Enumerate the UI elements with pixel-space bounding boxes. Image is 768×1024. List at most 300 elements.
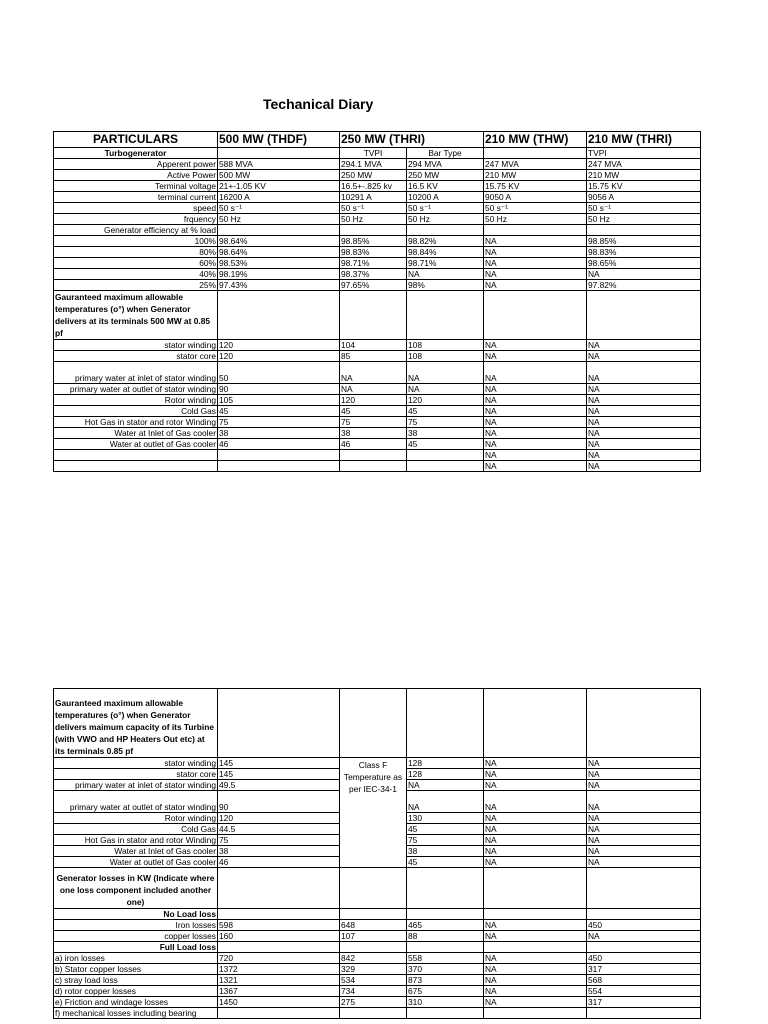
no-load-label: No Load loss [54,909,218,920]
row-label: stator winding [54,758,218,769]
row-value: 50 Hz [587,214,701,225]
table-row [54,340,701,351]
efficiency-label: Generator efficiency at % load [54,225,218,236]
row-value: NA [484,813,587,824]
row-value: 128 [407,769,484,780]
full-load-rows [54,953,701,1019]
row-value [484,1008,587,1019]
cell [484,689,587,758]
table-row [54,920,701,931]
row-value: 107 [340,931,407,942]
row-value: 1321 [218,975,340,986]
row-value: 97.82% [587,280,701,291]
row-value: 16.5 KV [407,181,484,192]
row-value: NA [587,846,701,857]
row-value: 75 [218,417,340,428]
row-label: a) iron losses [54,953,218,964]
row-value: 45 [407,857,484,868]
header-particulars: PARTICULARS [54,132,218,148]
row-label: stator winding [54,340,218,351]
row-value: NA [484,780,587,791]
row-label: d) rotor copper losses [54,986,218,997]
row-value: 329 [340,964,407,975]
cell [218,291,340,340]
cell [340,868,407,909]
table-row [54,461,701,472]
row-value: NA [587,269,701,280]
efficiency-rows [54,236,701,291]
row-label: Water at outlet of Gas cooler [54,857,218,868]
row-value: 38 [218,846,340,857]
spec-rows [54,159,701,225]
row-value: NA [340,384,407,395]
row-value: 38 [218,428,340,439]
row-value [407,450,484,461]
row-value: NA [484,997,587,1008]
row-value: 75 [407,835,484,846]
row-label: Terminal voltage [54,181,218,192]
row-value: 97.65% [340,280,407,291]
row-value: 873 [407,975,484,986]
row-label: Water at outlet of Gas cooler [54,439,218,450]
row-label: e) Friction and windage losses [54,997,218,1008]
row-value: NA [484,450,587,461]
table-row [54,964,701,975]
row-label: Apperent power [54,159,218,170]
row-label: Iron losses [54,920,218,931]
row-value: 98% [407,280,484,291]
cell [484,942,587,953]
cell [407,225,484,236]
row-value: NA [587,439,701,450]
table-row [54,450,701,461]
row-value: 50 Hz [218,214,340,225]
row-value: 648 [340,920,407,931]
row-value: NA [484,920,587,931]
row-value: 568 [587,975,701,986]
table-row [54,384,701,395]
row-value: 108 [407,340,484,351]
cell [587,291,701,340]
row-value: 317 [587,997,701,1008]
loss-heading: Generator losses in KW (Indicate where one loss component included another one) [54,868,218,909]
row-value: 370 [407,964,484,975]
row-value: NA [484,395,587,406]
row-value: 120 [218,351,340,362]
cell [484,868,587,909]
table-row [54,406,701,417]
table-row [54,247,701,258]
cell [484,909,587,920]
row-label: Hot Gas in stator and rotor Winding [54,835,218,846]
row-value: NA [587,395,701,406]
table-row [54,236,701,247]
row-value: NA [587,813,701,824]
row-value: NA [484,953,587,964]
row-value: 98.65% [587,258,701,269]
row-value: 294.1 MVA [340,159,407,170]
table-row [54,159,701,170]
full-load-row [54,942,701,953]
row-value: 294 MVA [407,159,484,170]
cell [484,291,587,340]
row-value: 10291 A [340,192,407,203]
row-value: NA [587,857,701,868]
cell [218,909,340,920]
table-row [54,953,701,964]
cell [218,868,340,909]
row-value: 98.71% [407,258,484,269]
row-value: 598 [218,920,340,931]
row-value: 1372 [218,964,340,975]
cell [587,909,701,920]
row-value: 21+-1.05 KV [218,181,340,192]
cell [218,689,340,758]
row-value: NA [484,428,587,439]
row-value: NA [587,351,701,362]
row-value: NA [484,769,587,780]
table-row [54,351,701,362]
document-title: Techanical Diary [263,96,374,112]
row-value: 44.5 [218,824,340,835]
row-value: 210 MW [484,170,587,181]
temp-head-row [54,291,701,340]
row-value: 675 [407,986,484,997]
row-value: 465 [407,920,484,931]
row-value: 10200 A [407,192,484,203]
row-value: 210 MW [587,170,701,181]
row-label: 25% [54,280,218,291]
table-row [54,203,701,214]
table-row [54,214,701,225]
row-value: 98.71% [340,258,407,269]
row-value: 534 [340,975,407,986]
row-value: NA [484,362,587,384]
sub-label: TVPI [340,148,407,159]
row-value: 97.43% [218,280,340,291]
cell [407,291,484,340]
row-value: 128 [407,758,484,769]
row-value: NA [407,269,484,280]
row-value: NA [587,780,701,791]
row-label: stator core [54,351,218,362]
row-value: 90 [218,384,340,395]
row-value: NA [587,406,701,417]
row-label: speed [54,203,218,214]
row-value: 1450 [218,997,340,1008]
table-row [54,931,701,942]
row-label: primary water at inlet of stator winding [54,362,218,384]
row-value: 98.84% [407,247,484,258]
row-value: NA [587,362,701,384]
row-value [587,1008,701,1019]
row-value: 90 [218,791,340,813]
row-value: 75 [407,417,484,428]
row-label [54,461,218,472]
class-f-note: Class F Temperature as per IEC-34-1 [340,758,407,868]
row-label: Rotor winding [54,813,218,824]
row-value: 247 MVA [484,159,587,170]
row-value: 98.85% [340,236,407,247]
row-label: 40% [54,269,218,280]
row-value: NA [484,846,587,857]
row-value: 46 [218,439,340,450]
row-value: NA [587,791,701,813]
row-value: 247 MVA [587,159,701,170]
row-value [340,450,407,461]
row-label: f) mechanical losses including bearing [54,1008,218,1019]
row-value: 842 [340,953,407,964]
table-row [54,986,701,997]
row-value: 46 [340,439,407,450]
row-value: 317 [587,964,701,975]
temperature-rows [54,758,701,868]
row-label: terminal current [54,192,218,203]
row-value: NA [587,417,701,428]
row-value: NA [340,362,407,384]
cell [484,225,587,236]
no-load-row [54,909,701,920]
cell [340,225,407,236]
header-250mw: 250 MW (THRI) [340,132,484,148]
row-value: 15.75 KV [484,181,587,192]
row-value: NA [407,791,484,813]
sub-label: TVPI [587,148,701,159]
row-value: NA [484,824,587,835]
row-value: 98.82% [407,236,484,247]
row-value: 310 [407,997,484,1008]
row-label: 60% [54,258,218,269]
row-value: 734 [340,986,407,997]
row-value: 250 MW [340,170,407,181]
row-value: 38 [407,428,484,439]
row-label: Water at Inlet of Gas cooler [54,846,218,857]
temp-head-row [54,689,701,758]
row-value: NA [587,340,701,351]
full-load-label: Full Load loss [54,942,218,953]
row-value: 98.19% [218,269,340,280]
row-value: NA [484,247,587,258]
cell [407,942,484,953]
row-value: NA [484,439,587,450]
temperature-rows [54,340,701,472]
loss-head-row [54,868,701,909]
row-value: 50 s⁻¹ [407,203,484,214]
row-value [340,1008,407,1019]
row-value: NA [484,835,587,846]
row-value: 16.5+-.825 kv [340,181,407,192]
row-value: 45 [218,406,340,417]
row-value: 120 [340,395,407,406]
cell [340,291,407,340]
no-load-rows [54,920,701,942]
row-value: 98.64% [218,247,340,258]
row-label: Cold Gas [54,406,218,417]
table-row [54,181,701,192]
row-value: 588 MVA [218,159,340,170]
row-value: 145 [218,769,340,780]
cell [407,689,484,758]
header-row [54,132,701,148]
row-label: 80% [54,247,218,258]
row-label: frquency [54,214,218,225]
row-value [407,461,484,472]
row-value: 98.64% [218,236,340,247]
row-label: Hot Gas in stator and rotor Winding [54,417,218,428]
table-row [54,758,701,769]
cell [407,909,484,920]
row-value: 98.83% [587,247,701,258]
row-value: NA [484,340,587,351]
row-value: NA [587,758,701,769]
row-value: NA [484,269,587,280]
row-value [340,461,407,472]
row-value: 160 [218,931,340,942]
temp-heading: Gauranteed maximum allowable temperatures (o°) when Generator delivers at its terminals 500 MW at 0.85 pf [54,291,218,340]
row-value: NA [484,758,587,769]
row-label: copper losses [54,931,218,942]
row-value: NA [484,931,587,942]
row-value: 9050 A [484,192,587,203]
sub-label: Bar Type [407,148,484,159]
row-label: primary water at outlet of stator winding [54,384,218,395]
row-value: 46 [218,857,340,868]
cell [218,225,340,236]
row-value: 50 s⁻¹ [587,203,701,214]
row-value: 120 [218,813,340,824]
cell [484,148,587,159]
cell [587,225,701,236]
table-row [54,997,701,1008]
cell [340,909,407,920]
row-value [407,1008,484,1019]
cell [340,689,407,758]
row-value: 50 [218,362,340,384]
row-value: 1367 [218,986,340,997]
section-label: Turbogenerator [54,148,218,159]
row-value: 500 MW [218,170,340,181]
table-row [54,280,701,291]
row-value: 250 MW [407,170,484,181]
row-label [54,450,218,461]
row-value: NA [484,258,587,269]
row-value: 554 [587,986,701,997]
table-row [54,428,701,439]
row-value: NA [484,280,587,291]
row-value: 45 [340,406,407,417]
row-value: NA [484,236,587,247]
row-label: Water at Inlet of Gas cooler [54,428,218,439]
section-row [54,148,701,159]
row-value: 50 s⁻¹ [218,203,340,214]
row-value: 85 [340,351,407,362]
row-value [218,1008,340,1019]
row-value: 104 [340,340,407,351]
row-value: 45 [407,824,484,835]
row-value: NA [484,964,587,975]
row-label: b) Stator copper losses [54,964,218,975]
row-value: NA [484,406,587,417]
row-value: NA [407,780,484,791]
row-value: 275 [340,997,407,1008]
row-value: 38 [340,428,407,439]
max-capacity-table [53,688,701,1019]
row-value: 50 Hz [484,214,587,225]
row-label: c) stray load loss [54,975,218,986]
row-value: NA [484,417,587,428]
table-row [54,439,701,450]
row-value: NA [587,835,701,846]
row-value: 49.5 [218,780,340,791]
temp-heading: Gauranteed maximum allowable temperatures (o°) when Generator delivers maimum capacity of its Turbine (with VWO and HP Heaters Out etc) at its terminals 0.85 pf [54,689,218,758]
row-value: 720 [218,953,340,964]
row-value: 130 [407,813,484,824]
row-label: 100% [54,236,218,247]
row-value: 75 [340,417,407,428]
row-value: 98.85% [587,236,701,247]
row-value: 98.37% [340,269,407,280]
row-value: 450 [587,920,701,931]
cell [340,942,407,953]
table-row [54,170,701,181]
row-value: 45 [407,406,484,417]
row-label: Rotor winding [54,395,218,406]
row-value: 450 [587,953,701,964]
cell [587,689,701,758]
row-value: 145 [218,758,340,769]
row-value: NA [407,362,484,384]
header-210mw-thw: 210 MW (THW) [484,132,587,148]
row-value: 558 [407,953,484,964]
cell [587,942,701,953]
row-value: NA [587,428,701,439]
row-label: Active Power [54,170,218,181]
cell [218,942,340,953]
row-value [218,461,340,472]
header-500mw: 500 MW (THDF) [218,132,340,148]
row-value: 120 [218,340,340,351]
row-value: 98.53% [218,258,340,269]
table-row [54,395,701,406]
row-value: NA [587,384,701,395]
row-value: 9056 A [587,192,701,203]
row-value: 45 [407,439,484,450]
row-value: 88 [407,931,484,942]
row-value: NA [484,857,587,868]
row-value: 105 [218,395,340,406]
row-value: 50 s⁻¹ [340,203,407,214]
cell [407,868,484,909]
table-row [54,269,701,280]
row-value: NA [587,461,701,472]
table-row [54,362,701,384]
row-value: NA [484,791,587,813]
table-row [54,1008,701,1019]
cell [218,148,340,159]
row-value: 108 [407,351,484,362]
row-value: 15.75 KV [587,181,701,192]
row-value: NA [587,450,701,461]
row-value: 38 [407,846,484,857]
row-value: 75 [218,835,340,846]
row-value: NA [484,351,587,362]
row-value: NA [484,975,587,986]
eff-label-row [54,225,701,236]
row-value: NA [484,384,587,395]
row-label: stator core [54,769,218,780]
row-value: 50 Hz [407,214,484,225]
row-value: NA [587,931,701,942]
